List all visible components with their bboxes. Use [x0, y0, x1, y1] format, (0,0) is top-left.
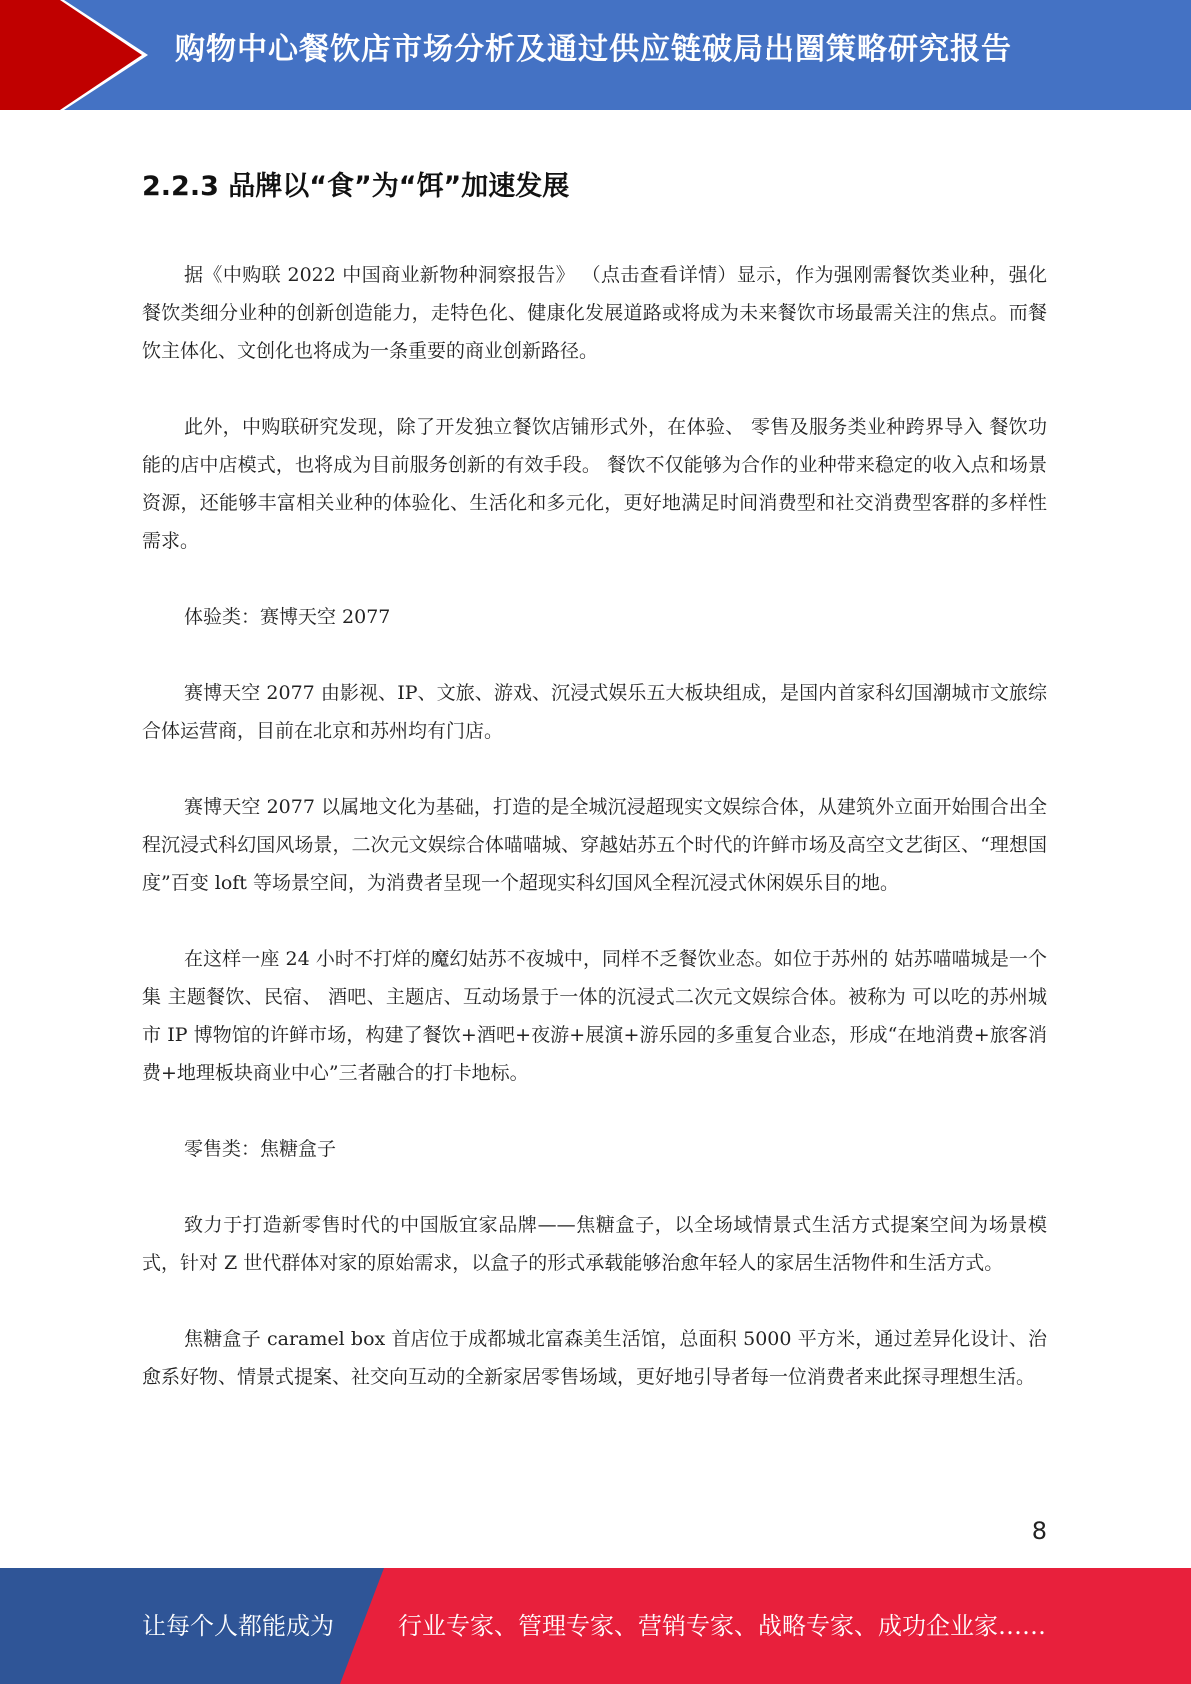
page-number: 8	[1031, 1517, 1047, 1545]
report-title: 购物中心餐饮店市场分析及通过供应链破局出圈策略研究报告	[175, 32, 1012, 67]
subheading-retail: 零售类：焦糖盒子	[184, 1138, 337, 1160]
paragraph-5: 在这样一座 24 小时不打烊的魔幻姑苏不夜城中，同样不乏餐饮业态。如位于苏州的 姑苏喵喵城是一个集 主题餐饮、民宿、 酒吧、主题店、互动场景于一体的沉浸式二次元文娱综合体。被称为 可以吃的苏州城市 IP 博物馆的许鲜市场，构建了餐饮+酒吧+夜游+展演+游乐园的多重复合业态，形成“在地消费+旅客消费+地理板块商业中心”三者融合的打卡地标。	[142, 948, 1047, 1084]
page-header	[0, 0, 1191, 110]
paragraph-1: 据《中购联 2022 中国商业新物种洞察报告》 （点击查看详情）显示，作为强刚需餐饮类业种，强化餐饮类细分业种的创新创造能力，走特色化、健康化发展道路或将成为未来餐饮市场最需关注的焦点。而餐饮主体化、文创化也将成为一条重要的商业创新路径。	[142, 264, 1047, 362]
footer-slogan-right: 行业专家、管理专家、营销专家、战略专家、成功企业家……	[398, 1612, 1046, 1640]
section-heading: 2.2.3 品牌以“食”为“饵”加速发展	[142, 171, 570, 202]
page-content	[142, 165, 1047, 1434]
paragraph-7: 焦糖盒子 caramel box 首店位于成都城北富森美生活馆，总面积 5000 平方米，通过差异化设计、治愈系好物、情景式提案、社交向互动的全新家居零售场域，更好地引导者每一位消费者来此探寻理想生活。	[142, 1328, 1047, 1388]
paragraph-2: 此外，中购联研究发现，除了开发独立餐饮店铺形式外，在体验、 零售及服务类业种跨界导入 餐饮功能的店中店模式，也将成为目前服务创新的有效手段。 餐饮不仅能够为合作的业种带来稳定的收入点和场景资源，还能够丰富相关业种的体验化、生活化和多元化，更好地满足时间消费型和社交消费型客群的多样性需求。	[142, 416, 1047, 552]
paragraph-3: 赛博天空 2077 由影视、IP、文旅、游戏、沉浸式娱乐五大板块组成，是国内首家科幻国潮城市文旅综合体运营商，目前在北京和苏州均有门店。	[142, 682, 1047, 742]
page-footer	[0, 1568, 1191, 1684]
subheading-experience: 体验类：赛博天空 2077	[184, 606, 391, 628]
paragraph-6: 致力于打造新零售时代的中国版宜家品牌——焦糖盒子，以全场域情景式生活方式提案空间为场景模式，针对 Z 世代群体对家的原始需求，以盒子的形式承载能够治愈年轻人的家居生活物件和生活方式。	[142, 1214, 1047, 1274]
footer-slogan-left: 让每个人都能成为	[142, 1612, 334, 1640]
paragraph-4: 赛博天空 2077 以属地文化为基础，打造的是全城沉浸超现实文娱综合体，从建筑外立面开始围合出全程沉浸式科幻国风场景，二次元文娱综合体喵喵城、穿越姑苏五个时代的许鲜市场及高空文艺街区、“理想国度”百变 loft 等场景空间，为消费者呈现一个超现实科幻国风全程沉浸式休闲娱乐目的地。	[142, 796, 1047, 894]
